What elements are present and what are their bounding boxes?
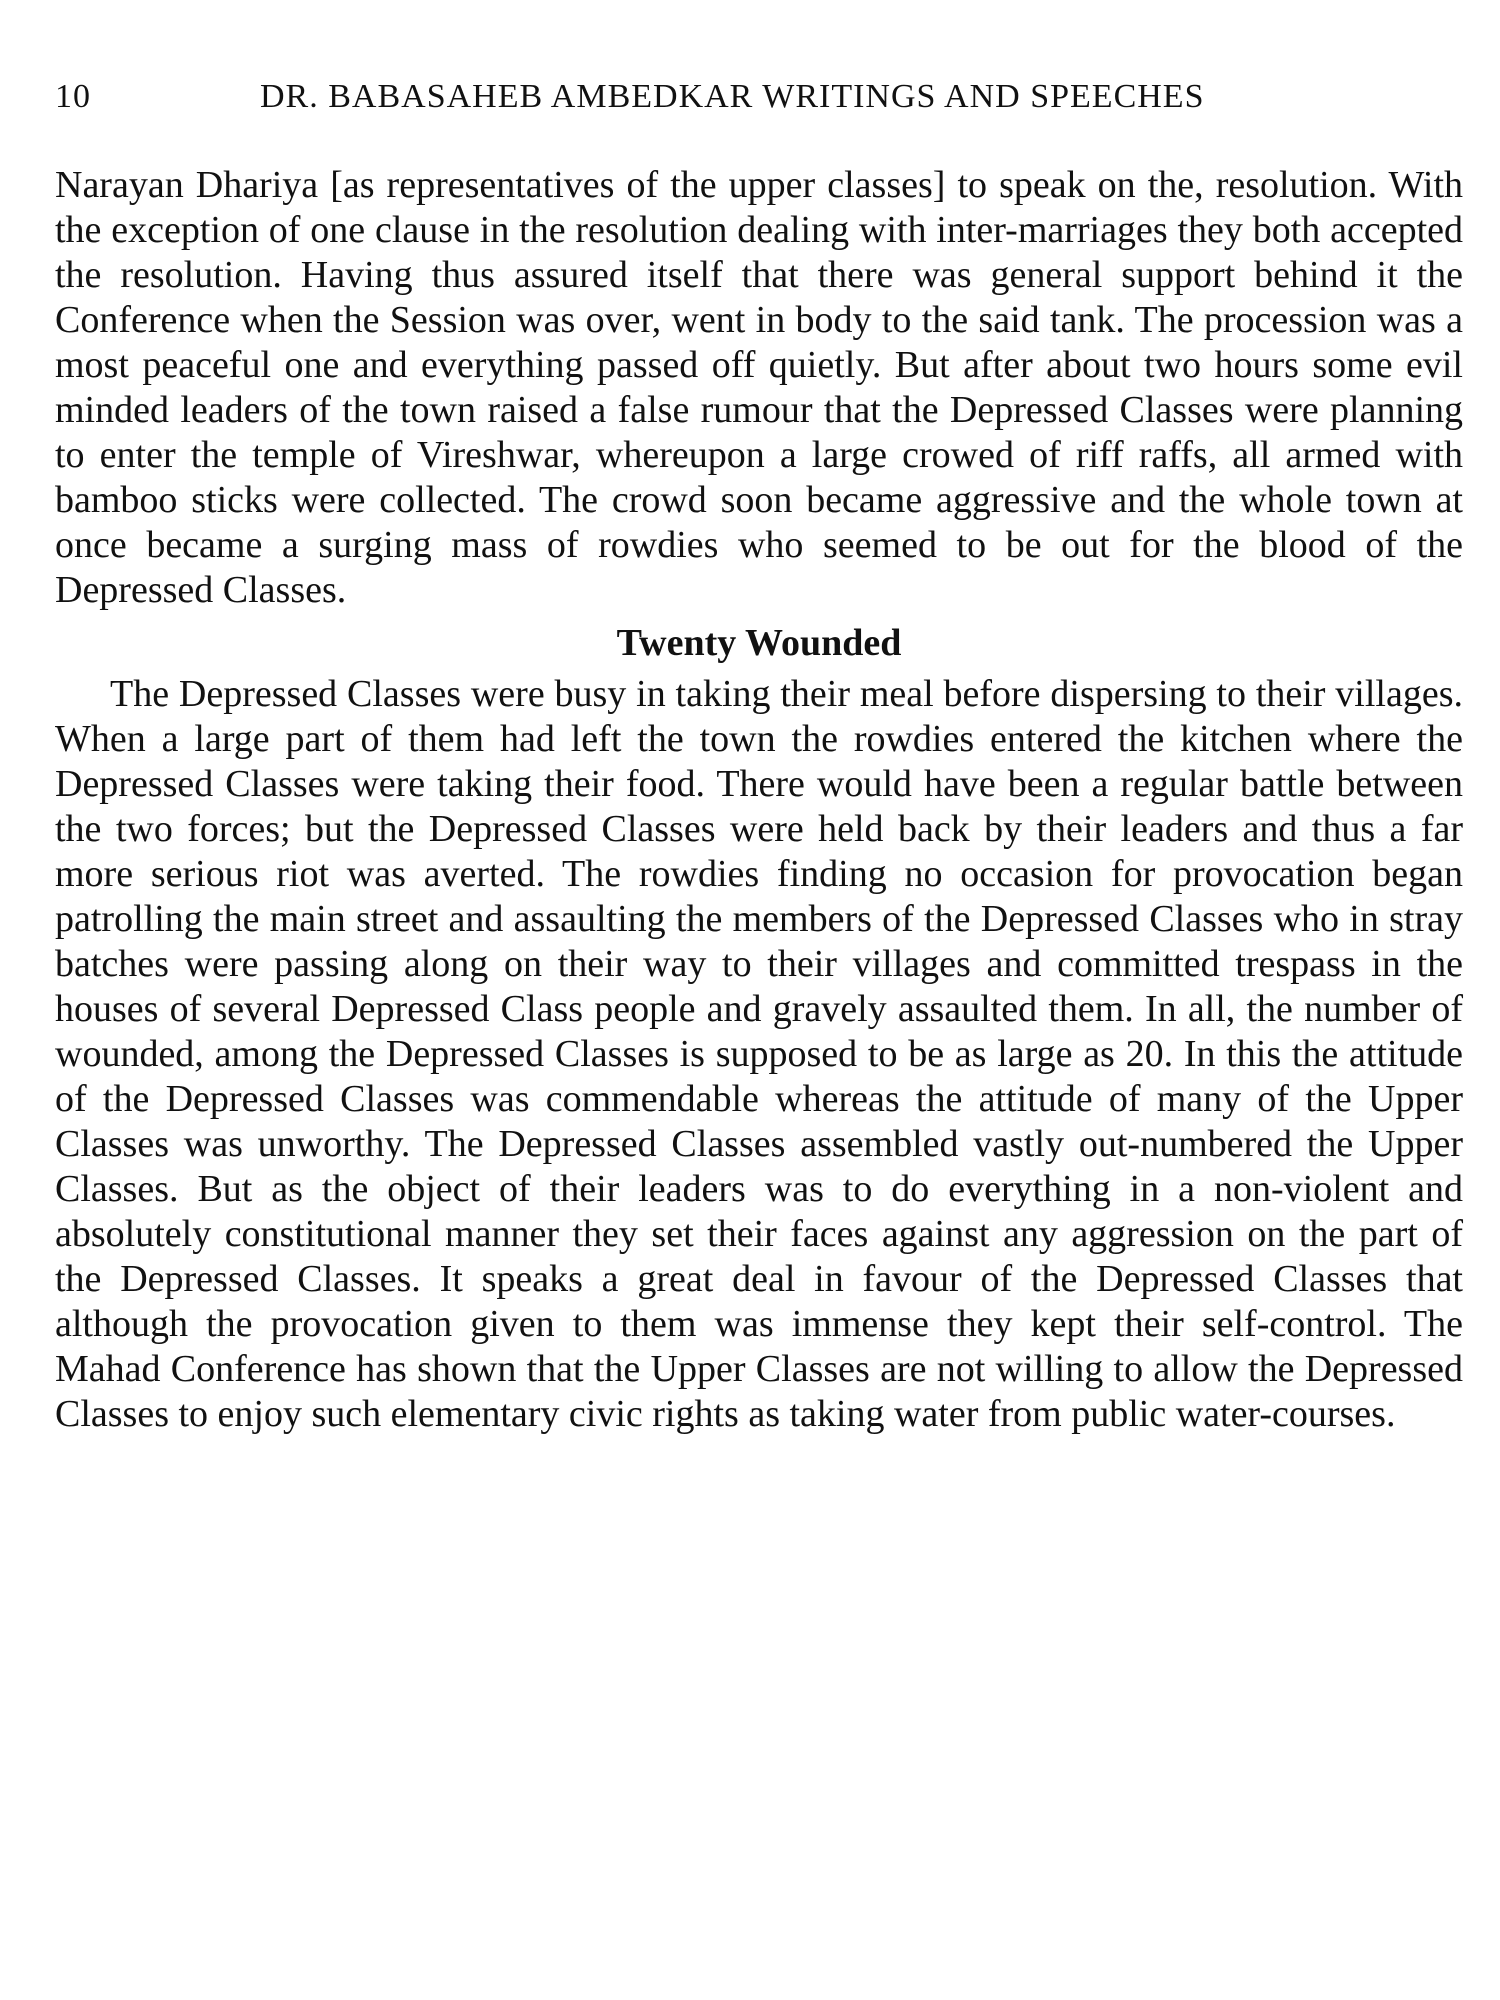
paragraph-1: Narayan Dhariya [as representatives of the upper classes] to speak on the, resolution. With the exception of one clause in the resolution dealing with inter-marriages they both accepted the resolution. Having thus assured itself that there was general support behind it the Conference when the Session was over, went in body to the said tank. The procession was a most peaceful one and everything passed off quietly. But after about two hours some evil minded leaders of the town raised a false rumour that the Depressed Classes were planning to enter the temple of Vireshwar, whereupon a large crowed of riff raffs, all armed with bamboo sticks were collected. The crowd soon became aggressive and the whole town at once became a surging mass of rowdies who seemed to be out for the blood of the Depressed Classes. (55, 164, 1463, 611)
section-heading: Twenty Wounded (616, 622, 902, 664)
paragraph-2: The Depressed Classes were busy in taking their meal before dispersing to their villages. When a large part of them had left the town the rowdies entered the kitchen where the Depressed Classes were taking their food. There would have been a regular battle between the two forces; but the Depressed Classes were held back by their leaders and thus a far more serious riot was averted. The rowdies finding no occasion for provocation began patrolling the main street and assaulting the members of the Depressed Classes who in stray batches were passing along on their way to their villages and committed trespass in the houses of several Depressed Class people and gravely assaulted them. In all, the number of wounded, among the Depressed Classes is supposed to be as large as 20. In this the attitude of the Depressed Classes was commendable whereas the attitude of many of the Upper Classes was unworthy. The Depressed Classes assembled vastly out-numbered the Upper Classes. But as the object of their leaders was to do everything in a non-violent and absolutely constitutional manner they set their faces against any aggression on the part of the Depressed Classes. It speaks a great deal in favour of the Depressed Classes that although the provocation given to them was immense they kept their self-control. The Mahad Conference has shown that the Upper Classes are not willing to allow the Depressed Classes to enjoy such elementary civic rights as taking water from public water-courses. (55, 673, 1463, 1435)
running-header (55, 78, 1455, 124)
running-header-title: DR. BABASAHEB AMBEDKAR WRITINGS AND SPEECHES (260, 78, 1205, 115)
body-text (55, 163, 1463, 1437)
page-number: 10 (55, 78, 91, 115)
